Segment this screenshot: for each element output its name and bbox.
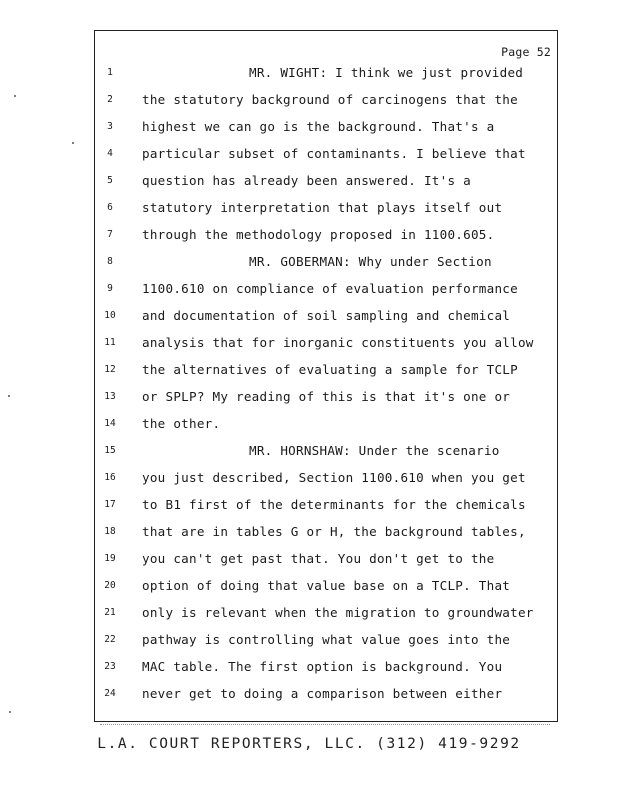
line-text: pathway is controlling what value goes into the [142, 632, 511, 647]
page-number: Page 52 [501, 45, 551, 59]
reporter-footer: L.A. COURT REPORTERS, LLC. (312) 419-9292 [97, 736, 521, 752]
line-number: 20 [104, 580, 116, 591]
transcript-line [95, 551, 557, 571]
transcript-line [95, 605, 557, 625]
transcript-line [95, 497, 557, 517]
line-text: option of doing that value base on a TCLP. That [142, 578, 511, 593]
line-number: 3 [107, 121, 113, 132]
line-number: 12 [104, 364, 116, 375]
line-number: 10 [104, 310, 116, 321]
line-text: you can't get past that. You don't get to the [142, 551, 495, 566]
line-number: 21 [104, 607, 116, 618]
transcript-line [95, 92, 557, 112]
transcript-line [95, 632, 557, 652]
transcript-page [94, 30, 558, 722]
transcript-line [95, 335, 557, 355]
line-text: statutory interpretation that plays itself out [142, 200, 503, 215]
transcript-line [95, 146, 557, 166]
line-number: 7 [107, 229, 113, 240]
line-number: 15 [104, 445, 116, 456]
line-number: 6 [107, 202, 113, 213]
line-text: the statutory background of carcinogens that the [142, 92, 518, 107]
scan-edge-divider [100, 724, 550, 725]
line-text: you just described, Section 1100.610 when you get [142, 470, 526, 485]
transcript-line [95, 227, 557, 247]
line-text: or SPLP? My reading of this is that it's one or [142, 389, 511, 404]
line-text: MAC table. The first option is background. You [142, 659, 503, 674]
scan-speck [8, 395, 10, 397]
line-number: 14 [104, 418, 116, 429]
line-number: 9 [107, 283, 113, 294]
transcript-line [95, 254, 557, 274]
line-number: 8 [107, 256, 113, 267]
line-number: 23 [104, 661, 116, 672]
transcript-line [95, 65, 557, 85]
transcript-line [95, 524, 557, 544]
line-text: and documentation of soil sampling and chemical [142, 308, 511, 323]
line-text: never get to doing a comparison between either [142, 686, 503, 701]
line-number: 13 [104, 391, 116, 402]
line-text: that are in tables G or H, the background tables, [142, 524, 526, 539]
line-text: the other. [142, 416, 221, 431]
line-text: analysis that for inorganic constituents you allow [142, 335, 534, 350]
transcript-line [95, 173, 557, 193]
transcript-line [95, 200, 557, 220]
line-number: 11 [104, 337, 116, 348]
line-number: 2 [107, 94, 113, 105]
transcript-line [95, 281, 557, 301]
line-number: 5 [107, 175, 113, 186]
line-number: 17 [104, 499, 116, 510]
transcript-line [95, 362, 557, 382]
transcript-line [95, 443, 557, 463]
transcript-line [95, 119, 557, 139]
line-number: 19 [104, 553, 116, 564]
line-text: the alternatives of evaluating a sample for TCLP [142, 362, 518, 377]
line-text: MR. GOBERMAN: Why under Section [249, 254, 492, 269]
line-number: 4 [107, 148, 113, 159]
line-number: 18 [104, 526, 116, 537]
line-number: 16 [104, 472, 116, 483]
line-text: through the methodology proposed in 1100.605. [142, 227, 495, 242]
line-text: particular subset of contaminants. I believe that [142, 146, 526, 161]
transcript-line [95, 686, 557, 706]
line-text: to B1 first of the determinants for the chemicals [142, 497, 526, 512]
scan-speck [9, 711, 11, 713]
line-text: highest we can go is the background. That's a [142, 119, 495, 134]
transcript-line [95, 416, 557, 436]
line-text: 1100.610 on compliance of evaluation performance [142, 281, 518, 296]
line-text: MR. HORNSHAW: Under the scenario [249, 443, 500, 458]
scan-speck [72, 142, 74, 144]
transcript-line [95, 470, 557, 490]
transcript-line [95, 308, 557, 328]
line-text: question has already been answered. It's a [142, 173, 471, 188]
line-number: 1 [107, 67, 113, 78]
line-text: MR. WIGHT: I think we just provided [249, 65, 524, 80]
scan-speck [14, 95, 16, 97]
line-number: 22 [104, 634, 116, 645]
line-number: 24 [104, 688, 116, 699]
transcript-line [95, 389, 557, 409]
line-text: only is relevant when the migration to groundwater [142, 605, 534, 620]
transcript-line [95, 659, 557, 679]
transcript-line [95, 578, 557, 598]
